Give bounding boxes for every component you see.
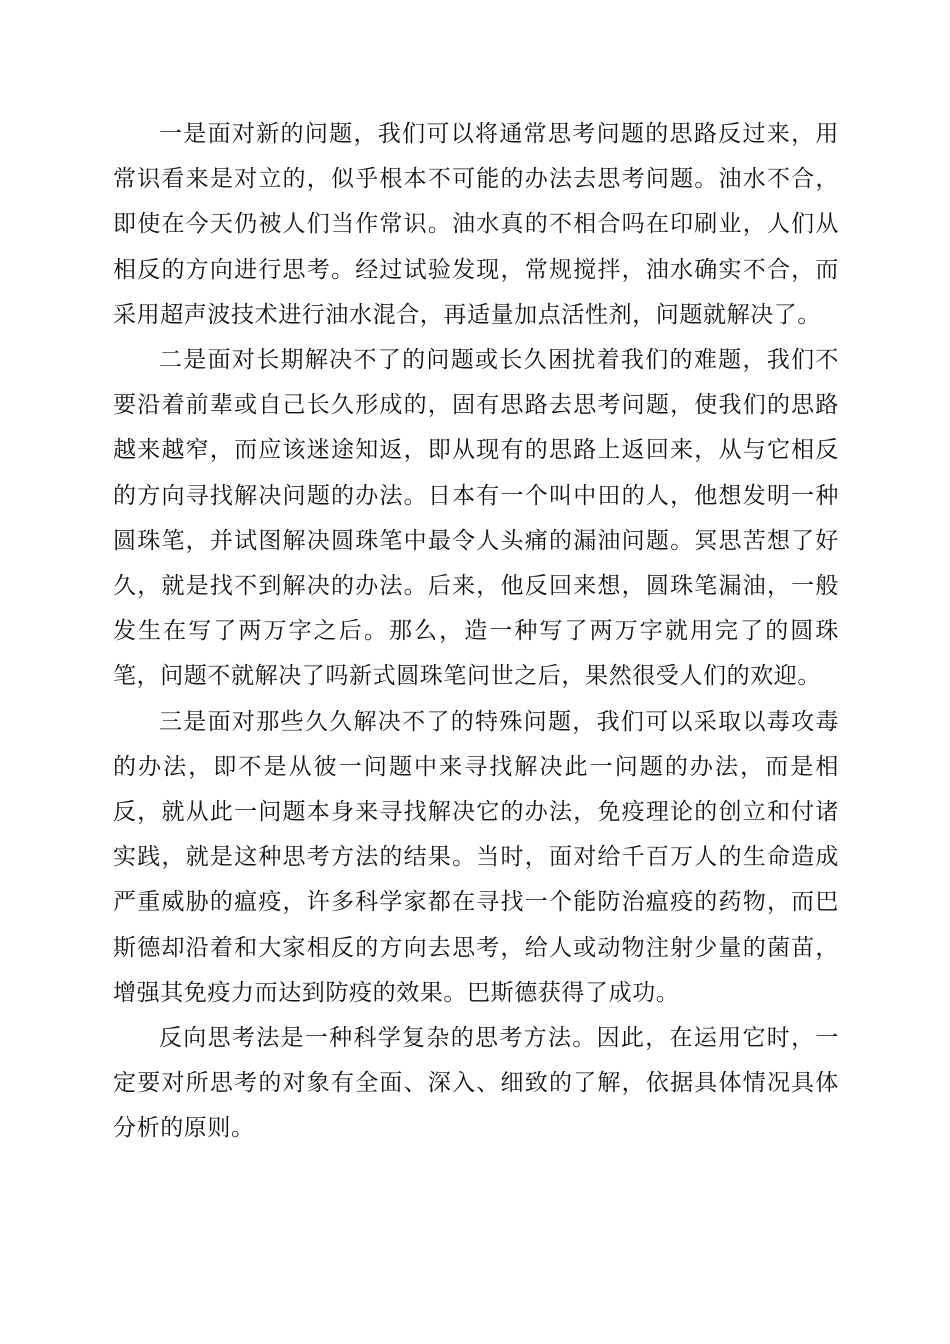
paragraph-1: 一是面对新的问题，我们可以将通常思考问题的思路反过来，用常识看来是对立的，似乎根本不可能的办法去思考问题。油水不合，即使在今天仍被人们当作常识。油水真的不相合吗在印刷业，人们从相反的方向进行思考。经过试验发现，常规搅拌，油水确实不合，而采用超声波技术进行油水混合，再适量加点活性剂，问题就解决了。 <box>113 121 839 328</box>
paragraph-2: 二是面对长期解决不了的问题或长久困扰着我们的难题，我们不要沿着前辈或自己长久形成的，固有思路去思考问题，使我们的思路越来越窄，而应该迷途知返，即从现有的思路上返回来，从与它相反的方向寻找解决问题的办法。日本有一个叫中田的人，他想发明一种圆珠笔，并试图解决圆珠笔中最令人头痛的漏油问题。冥思苦想了好久，就是找不到解决的办法。后来，他反回来想，圆珠笔漏油，一般发生在写了两万字之后。那么，造一种写了两万字就用完了的圆珠笔，问题不就解决了吗新式圆珠笔问世之后，果然很受人们的欢迎。 <box>113 347 839 690</box>
paragraph-4: 反向思考法是一种科学复杂的思考方法。因此，在运用它时，一定要对所思考的对象有全面、深入、细致的了解，依据具体情况具体分析的原则。 <box>113 1025 839 1142</box>
paragraph-3: 三是面对那些久久解决不了的特殊问题，我们可以采取以毒攻毒的办法，即不是从彼一问题中来寻找解决此一问题的办法，而是相反，就从此一问题本身来寻找解决它的办法，免疫理论的创立和付诸实践，就是这种思考方法的结果。当时，面对给千百万人的生命造成严重威胁的瘟疫，许多科学家都在寻找一个能防治瘟疫的药物，而巴斯德却沿着和大家相反的方向去思考，给人或动物注射少量的菌苗，增强其免疫力而达到防疫的效果。巴斯德获得了成功。 <box>113 708 839 1006</box>
document-body <box>113 112 839 1152</box>
